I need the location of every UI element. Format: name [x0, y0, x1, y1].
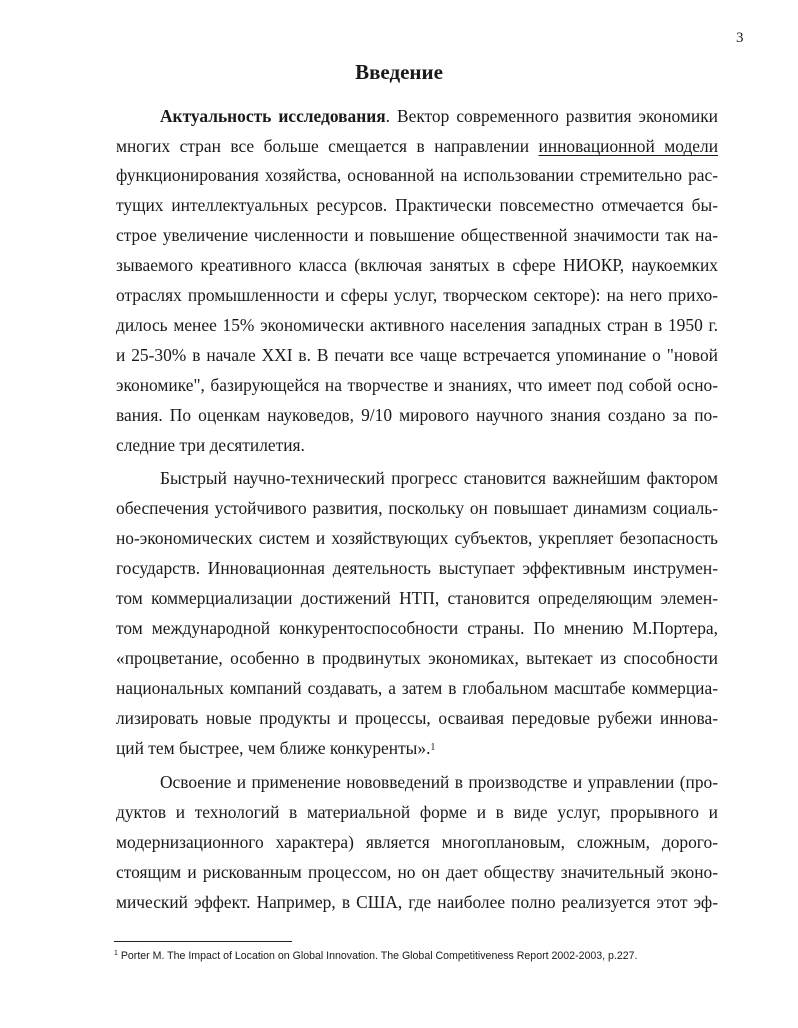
text-line [0, 556, 798, 580]
text-line [0, 586, 798, 610]
bold-lead-phrase: Актуальность исследования [160, 106, 386, 126]
text-line [0, 526, 798, 550]
text-line-content: Освоение и применение нововведений в производстве и управлении (про- [160, 772, 718, 792]
text-fragment: ций тем быстрее, чем ближе конкуренты». [116, 738, 431, 758]
text-line-content: дилось менее 15% экономически активного населения западных стран в 1950 г. [116, 315, 718, 335]
text-line-content [160, 104, 718, 128]
text-line-content: «процветание, особенно в продвинутых экономиках, вытекает из способности [116, 648, 718, 668]
text-line [0, 283, 798, 307]
text-line-content: мический эффект. Например, в США, где наиболее полно реализуется этот эф- [116, 892, 718, 912]
text-fragment: . Вектор современного развития экономики [385, 106, 718, 126]
text-line [0, 770, 798, 794]
text-line-content: том коммерциализации достижений НТП, становится определяющим элемен- [116, 588, 718, 608]
text-line-content [116, 736, 436, 760]
text-line-content: тущих интеллектуальных ресурсов. Практически повсеместно отмечается бы- [116, 195, 718, 215]
text-line [0, 313, 798, 337]
underlined-phrase: инновационной модели [538, 136, 719, 156]
text-line [0, 433, 798, 457]
text-line [0, 104, 798, 128]
text-line-content: стоящим и рискованным процессом, но он дает обществу значительный эконо- [116, 862, 718, 882]
text-line-content: функционирования хозяйства, основанной на использовании стремительно рас- [116, 165, 718, 185]
footnote-divider [114, 941, 292, 942]
text-fragment: многих стран все больше смещается в направлении [116, 136, 539, 156]
text-line-content: строе увеличение численности и повышение общественной значимости так на- [116, 225, 718, 245]
text-line [0, 466, 798, 490]
text-line-content: но-экономических систем и хозяйствующих субъектов, укрепляет безопасность [116, 528, 718, 548]
text-line-content: том международной конкурентоспособности страны. По мнению М.Портера, [116, 618, 718, 638]
text-line [0, 134, 798, 158]
text-line [0, 860, 798, 884]
text-line-content: Быстрый научно-технический прогресс становится важнейшим фактором [160, 468, 718, 488]
text-line-content: дуктов и технологий в материальной форме и в виде услуг, прорывного и [116, 802, 718, 822]
text-line-content: и 25-30% в начале XXI в. В печати все чаще встречается упоминание о "новой [116, 345, 718, 365]
page-number: 3 [736, 30, 744, 46]
text-line-content [116, 134, 718, 158]
footnote-mark: 1 [114, 950, 118, 957]
footnote [114, 950, 638, 962]
text-line [0, 890, 798, 914]
text-line [0, 253, 798, 277]
text-line-content: лизировать новые продукты и процессы, осваивая передовые рубежи иннова- [116, 708, 718, 728]
page-title: Введение [355, 60, 443, 84]
text-line [0, 193, 798, 217]
text-line [0, 646, 798, 670]
footnote-reference: 1 [430, 742, 436, 753]
text-line-content: обеспечения устойчивого развития, поскольку он повышает динамизм социаль- [116, 498, 718, 518]
text-line-content: модернизационного характера) является многоплановым, сложным, дорого- [116, 832, 718, 852]
text-line-content: зываемого креативного класса (включая занятых в сфере НИОКР, наукоемких [116, 255, 718, 275]
text-line [0, 830, 798, 854]
text-line [0, 496, 798, 520]
text-line [0, 676, 798, 700]
text-line [0, 800, 798, 824]
text-line [0, 403, 798, 427]
text-line-content: национальных компаний создавать, а затем в глобальном масштабе коммерциа- [116, 678, 718, 698]
text-line [0, 706, 798, 730]
text-line-content: государств. Инновационная деятельность выступает эффективным инструмен- [116, 558, 718, 578]
footnote-text: Porter M. The Impact of Location on Global Innovation. The Global Competitiveness Report 2002-2003, p.227. [117, 950, 638, 962]
text-line-content: экономике", базирующейся на творчестве и знаниях, что имеет под собой осно- [116, 375, 718, 395]
text-line [0, 223, 798, 247]
text-line [0, 616, 798, 640]
text-line [0, 343, 798, 367]
text-line [0, 163, 798, 187]
text-line [0, 736, 798, 760]
text-line [0, 373, 798, 397]
text-line-content: отраслях промышленности и сферы услуг, творческом секторе): на него прихо- [116, 285, 718, 305]
text-line-content: следние три десятилетия. [116, 435, 305, 455]
text-line-content: вания. По оценкам науковедов, 9/10 мирового научного знания создано за по- [116, 405, 718, 425]
